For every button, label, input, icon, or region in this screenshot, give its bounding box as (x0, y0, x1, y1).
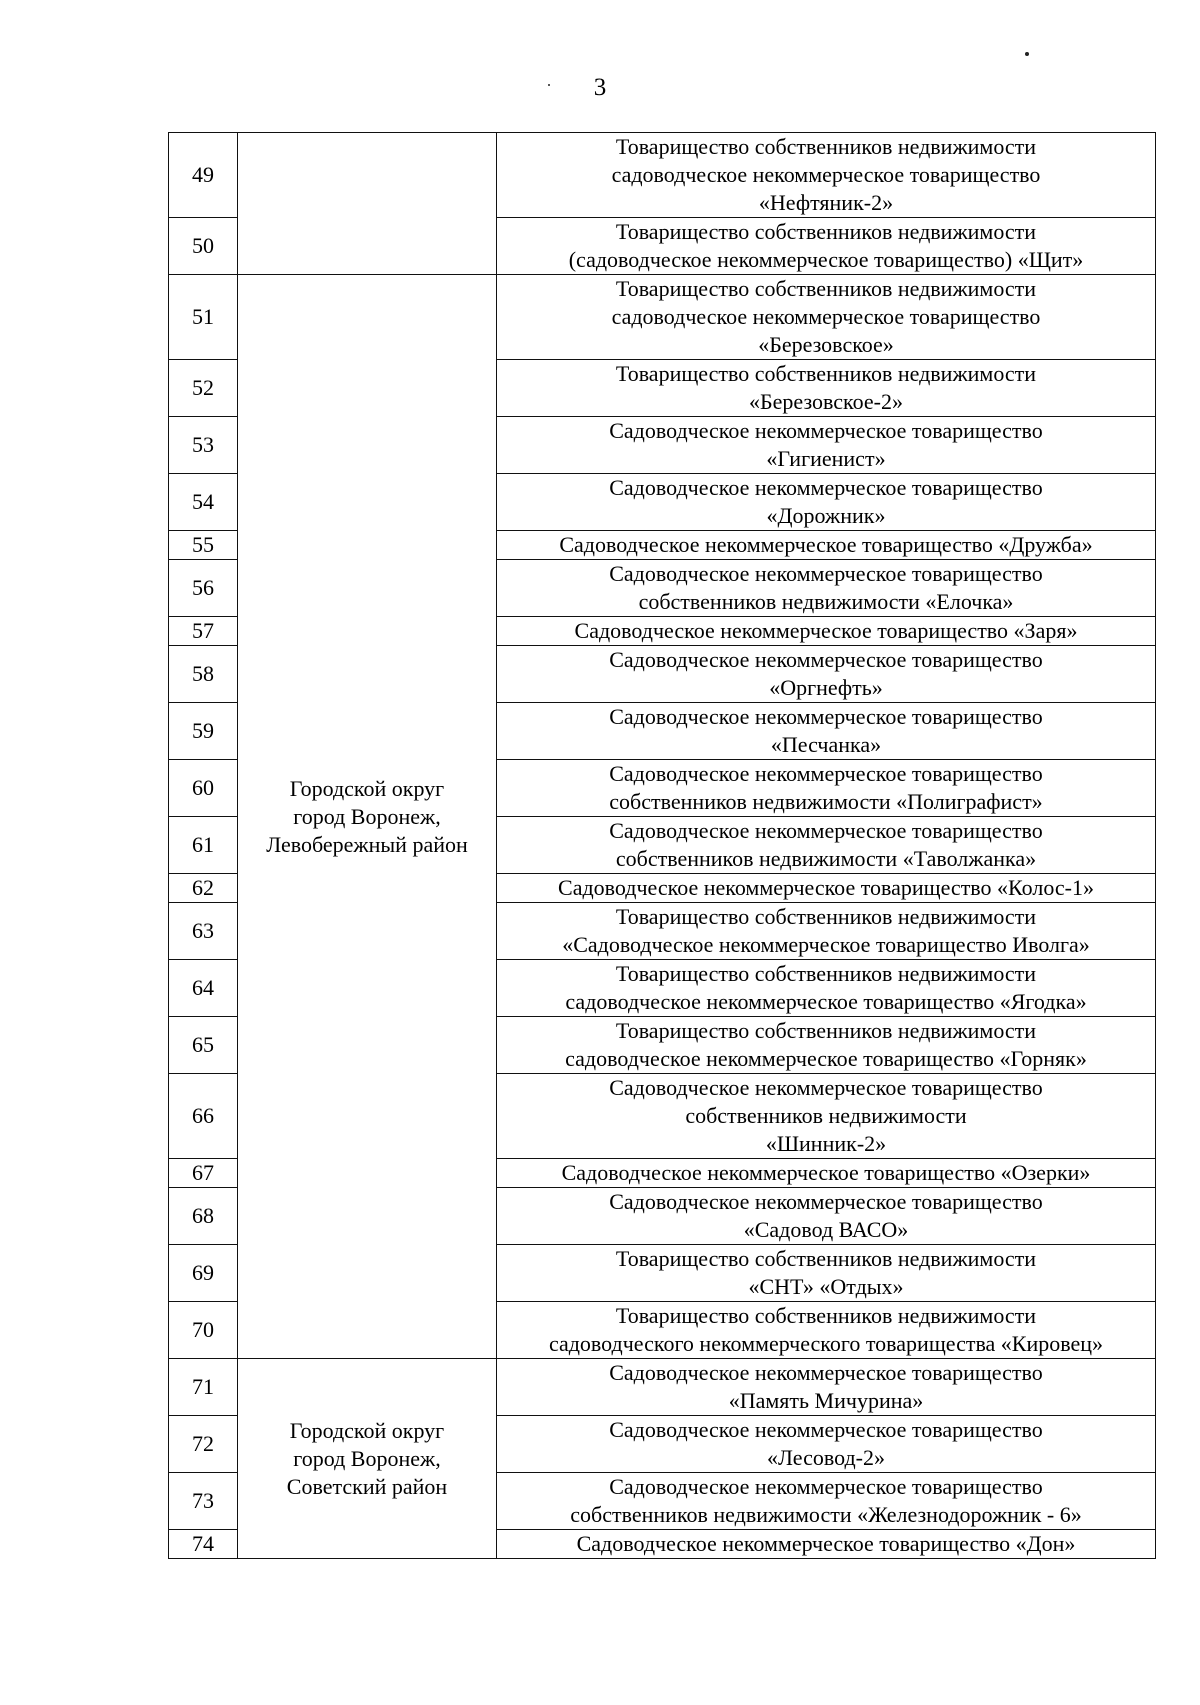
row-number: 64 (169, 960, 238, 1017)
scan-speck (548, 84, 550, 86)
row-number: 68 (169, 1188, 238, 1245)
district-cell: Городской округ город Воронеж, Советский район (238, 1359, 497, 1559)
row-number: 71 (169, 1359, 238, 1416)
organization-name: Садоводческое некоммерческое товарищество «Оргнефть» (497, 646, 1156, 703)
row-number: 52 (169, 360, 238, 417)
organization-name: Садоводческое некоммерческое товарищество «Дон» (497, 1530, 1156, 1559)
organization-name: Садоводческое некоммерческое товарищество «Песчанка» (497, 703, 1156, 760)
row-number: 74 (169, 1530, 238, 1559)
row-number: 67 (169, 1159, 238, 1188)
row-number: 57 (169, 617, 238, 646)
organization-name: Садоводческое некоммерческое товарищество «Заря» (497, 617, 1156, 646)
organization-name: Товарищество собственников недвижимости садоводческое некоммерческое товарищество «Горняк» (497, 1017, 1156, 1074)
row-number: 69 (169, 1245, 238, 1302)
organization-name: Садоводческое некоммерческое товарищество собственников недвижимости «Таволжанка» (497, 817, 1156, 874)
district-cell: Городской округ город Воронеж, Левобережный район (238, 275, 497, 1359)
row-number: 62 (169, 874, 238, 903)
row-number: 58 (169, 646, 238, 703)
row-number: 61 (169, 817, 238, 874)
row-number: 73 (169, 1473, 238, 1530)
organization-name: Садоводческое некоммерческое товарищество собственников недвижимости «Шинник-2» (497, 1074, 1156, 1159)
scan-speck (1025, 52, 1029, 56)
organization-name: Садоводческое некоммерческое товарищество собственников недвижимости «Полиграфист» (497, 760, 1156, 817)
row-number: 54 (169, 474, 238, 531)
organization-name: Садоводческое некоммерческое товарищество «Садовод ВАСО» (497, 1188, 1156, 1245)
row-number: 59 (169, 703, 238, 760)
registry-body (169, 133, 1156, 1559)
organization-name: Садоводческое некоммерческое товарищество собственников недвижимости «Елочка» (497, 560, 1156, 617)
organization-name: Товарищество собственников недвижимости садоводческое некоммерческое товарищество «Нефтяник-2» (497, 133, 1156, 218)
organization-name: Садоводческое некоммерческое товарищество «Дорожник» (497, 474, 1156, 531)
organization-name: Товарищество собственников недвижимости садоводческого некоммерческого товарищества «Кировец» (497, 1302, 1156, 1359)
row-number: 60 (169, 760, 238, 817)
row-number: 49 (169, 133, 238, 218)
organization-name: Садоводческое некоммерческое товарищество «Память Мичурина» (497, 1359, 1156, 1416)
row-number: 51 (169, 275, 238, 360)
row-number: 65 (169, 1017, 238, 1074)
row-number: 66 (169, 1074, 238, 1159)
table-row (169, 133, 1156, 218)
row-number: 56 (169, 560, 238, 617)
row-number: 50 (169, 218, 238, 275)
row-number: 53 (169, 417, 238, 474)
row-number: 55 (169, 531, 238, 560)
row-number: 70 (169, 1302, 238, 1359)
organization-name: Садоводческое некоммерческое товарищество собственников недвижимости «Железнодорожник - 6» (497, 1473, 1156, 1530)
page-number: 3 (593, 74, 607, 101)
organization-name: Товарищество собственников недвижимости (садоводческое некоммерческое товарищество) «Щит» (497, 218, 1156, 275)
organization-name: Товарищество собственников недвижимости «СНТ» «Отдых» (497, 1245, 1156, 1302)
organization-name: Товарищество собственников недвижимости садоводческое некоммерческое товарищество «Березовское» (497, 275, 1156, 360)
organization-name: Садоводческое некоммерческое товарищество «Колос-1» (497, 874, 1156, 903)
organization-name: Садоводческое некоммерческое товарищество «Лесовод-2» (497, 1416, 1156, 1473)
organization-name: Товарищество собственников недвижимости садоводческое некоммерческое товарищество «Ягодка» (497, 960, 1156, 1017)
organization-name: Товарищество собственников недвижимости «Березовское-2» (497, 360, 1156, 417)
organization-name: Садоводческое некоммерческое товарищество «Гигиенист» (497, 417, 1156, 474)
organization-name: Садоводческое некоммерческое товарищество «Дружба» (497, 531, 1156, 560)
organization-name: Товарищество собственников недвижимости «Садоводческое некоммерческое товарищество Иволга» (497, 903, 1156, 960)
row-number: 63 (169, 903, 238, 960)
table-row (169, 1359, 1156, 1416)
row-number: 72 (169, 1416, 238, 1473)
district-cell (238, 133, 497, 275)
registry-table (168, 132, 1156, 1559)
organization-name: Садоводческое некоммерческое товарищество «Озерки» (497, 1159, 1156, 1188)
table-row (169, 275, 1156, 360)
